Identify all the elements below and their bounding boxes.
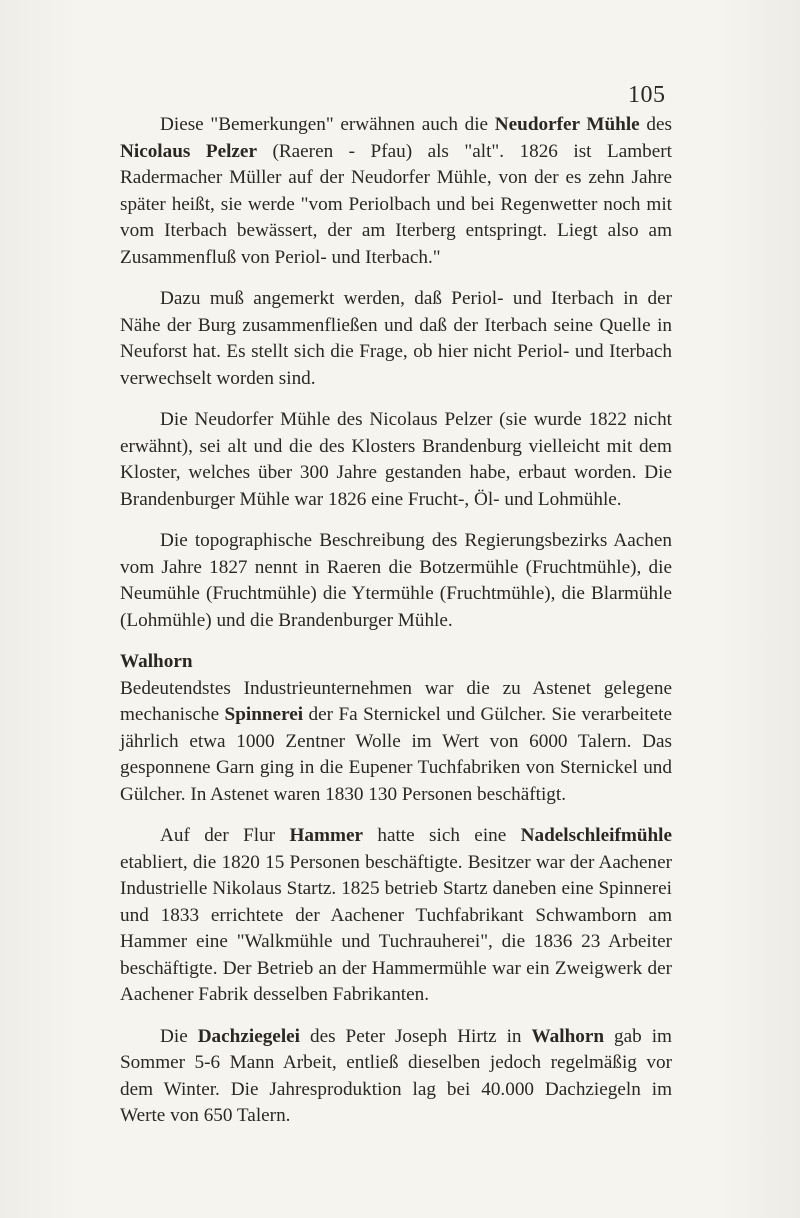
- text-run: gab im Sommer 5-6 Mann Arbeit, entließ dieselben jedoch regelmäßig vor dem Winter. Die Jahresproduktion lag bei 40.000 Dachziegeln im Werte von 650 Talern.: [120, 1025, 672, 1126]
- bold-term: Hammer: [289, 825, 363, 846]
- paragraph-6: [120, 823, 672, 1009]
- text-run: Diese "Bemerkungen" erwähnen auch die: [160, 114, 495, 135]
- text-run: hatte sich eine: [362, 825, 521, 846]
- text-run: des Peter Joseph Hirtz in: [300, 1025, 532, 1047]
- paragraph-4: Die topographische Beschreibung des Regierungsbezirks Aachen vom Jahre 1827 nennt in Raeren die Botzermühle (Fruchtmühle), die Neumühle (Fruchtmühle) die Ytermühle (Fruchtmühle), die Blarmühle (Lohmühle) und die Brandenburger Mühle.: [120, 530, 672, 631]
- text-run: Auf der Flur: [160, 825, 290, 846]
- body-text: [120, 112, 672, 1145]
- text-run: (Raeren - Pfau) als "alt". 1826 ist Lambert Radermacher Müller auf der Neudorfer Mühle, von der es zehn Jahre später heißt, sie werde "vom Periolbach und bei Regenwetter noch mit vom Iterbach bewässert, der am Iterberg entspringt. Liegt also am Zusammenfluß von Periol- und Iterbach.": [120, 140, 672, 268]
- paragraph-7: [120, 1024, 672, 1130]
- paragraph-3: Die Neudorfer Mühle des Nicolaus Pelzer (sie wurde 1822 nicht erwähnt), sei alt und die des Klosters Brandenburg vielleicht mit dem Kloster, welches über 300 Jahre gestanden habe, erbaut worden. Die Brandenburger Mühle war 1826 eine Frucht-, Öl- und Lohmühle.: [120, 409, 672, 510]
- paragraph-2: Dazu muß angemerkt werden, daß Periol- und Iterbach in der Nähe der Burg zusammenfließen und daß der Iterbach seine Quelle in Neuforst hat. Es stellt sich die Frage, ob hier nicht Periol- und Iterbach verwechselt worden sind.: [120, 288, 672, 389]
- bold-term: Nadelschleifmühle: [520, 825, 673, 846]
- bold-term: Walhorn: [531, 1025, 605, 1047]
- paragraph-5: [120, 676, 672, 809]
- text-run: Bedeutendstes Industrieunternehmen war die zu Astenet gelegene mechanische: [120, 677, 672, 725]
- bold-term: Nicolaus Pelzer: [120, 140, 257, 162]
- page-number: 105: [628, 82, 666, 108]
- bold-term: Neudorfer Mühle: [494, 114, 640, 135]
- text-run: des: [639, 114, 672, 135]
- bold-term: Dachziegelei: [197, 1025, 300, 1047]
- paragraph-1: [120, 112, 672, 271]
- bold-term: Spinnerei: [224, 704, 304, 725]
- text-run: etabliert, die 1820 15 Personen beschäftigte. Besitzer war der Aachener Industrielle Nikolaus Startz. 1825 betrieb Startz daneben eine Spinnerei und 1833 errichtete der Aachener Tuchfabrikant Schwamborn am Hammer eine "Walkmühle und Tuchrauherei", die 1836 23 Arbeiter beschäftigte. Der Betrieb an der Hammermühle war ein Zweigwerk der Aachener Fabrik desselben Fabrikanten.: [120, 851, 672, 1005]
- text-run: Die: [160, 1025, 198, 1047]
- text-run: der Fa Sternickel und Gülcher. Sie verarbeitete jährlich etwa 1000 Zentner Wolle im Wert von 6000 Talern. Das gesponnene Garn ging in die Eupener Tuchfabriken von Sternickel und Gülcher. In Astenet waren 1830 130 Personen beschäftigt.: [120, 704, 672, 805]
- section-heading: Walhorn: [120, 651, 193, 672]
